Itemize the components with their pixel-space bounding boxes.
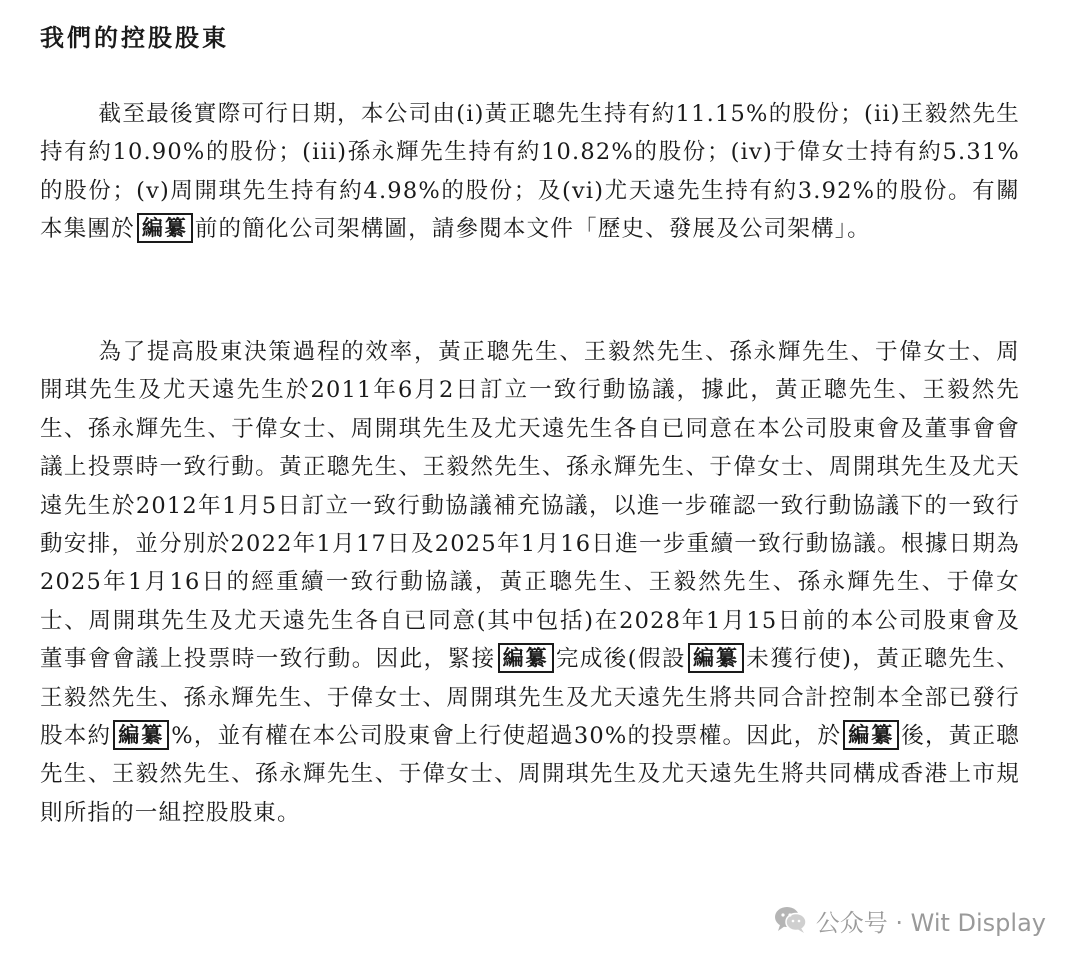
paragraph-text: 為了提高股東決策過程的效率，黃正聰先生、王毅然先生、孫永輝先生、于偉女士、周開琪先生及尤天遠先生於2011年6月2日訂立一致行動協議，據此，黃正聰先生、王毅然先生、孫永輝先生、于偉女士、周開琪先生及尤天遠先生各自已同意在本公司股東會及董事會會議上投票時一致行動。黃正聰先生、王毅然先生、孫永輝先生、于偉女士、周開琪先生及尤天遠先生於2012年1月5日訂立一致行動協議補充協議，以進一步確認一致行動協議下的一致行動安排，並分別於2022年1月17日及2025年1月16日進一步重續一致行動協議。根據日期為2025年1月16日的經重續一致行動協議，黃正聰先生、王毅然先生、孫永輝先生、于偉女士、周開琪先生及尤天遠先生各自已同意(其中包括)在2028年1月15日前的本公司股東會及董事會會議上投票時一致行動。因此，緊接 — [40, 339, 1020, 673]
wechat-icon — [774, 905, 808, 935]
redaction-box: 編纂 — [498, 643, 554, 673]
redaction-box: 編纂 — [113, 720, 169, 750]
watermark — [774, 898, 1046, 942]
paragraph-text: %，並有權在本公司股東會上行使超過30%的投票權。因此，於 — [171, 723, 842, 750]
paragraph-concert-agreement — [40, 333, 1020, 832]
paragraph-text: 截至最後實際可行日期，本公司由(i)黃正聰先生持有約11.15%的股份；(ii)王毅然先生持有約10.90%的股份；(iii)孫永輝先生持有約10.82%的股份；(iv)于偉女士持有約5.31%的股份；(v)周開琪先生持有約4.98%的股份；及(vi)尤天遠先生持有約3.92%的股份。有關本集團於 — [40, 101, 1020, 243]
paragraph-text: 未獲行使)，黃正聰先生、王毅然先生、孫永輝先生、于偉女士、周開琪先生及尤天遠先生將共同合計控制本全部已發行股本約 — [40, 646, 1020, 750]
section-heading: 我們的控股股東 — [40, 24, 229, 52]
paragraph-shareholding — [40, 95, 1020, 249]
redaction-box: 編纂 — [137, 213, 193, 243]
redaction-box: 編纂 — [843, 720, 899, 750]
paragraph-text: 完成後(假設 — [555, 646, 686, 673]
paragraph-text: 後，黃正聰先生、王毅然先生、孫永輝先生、于偉女士、周開琪先生及尤天遠先生將共同構成香港上市規則所指的一組控股股東。 — [40, 723, 1020, 826]
redaction-box: 編纂 — [688, 643, 744, 673]
watermark-text: 公众号 · Wit Display — [815, 908, 1046, 937]
paragraph-text: 前的簡化公司架構圖，請參閱本文件「歷史、發展及公司架構」。 — [194, 216, 871, 243]
